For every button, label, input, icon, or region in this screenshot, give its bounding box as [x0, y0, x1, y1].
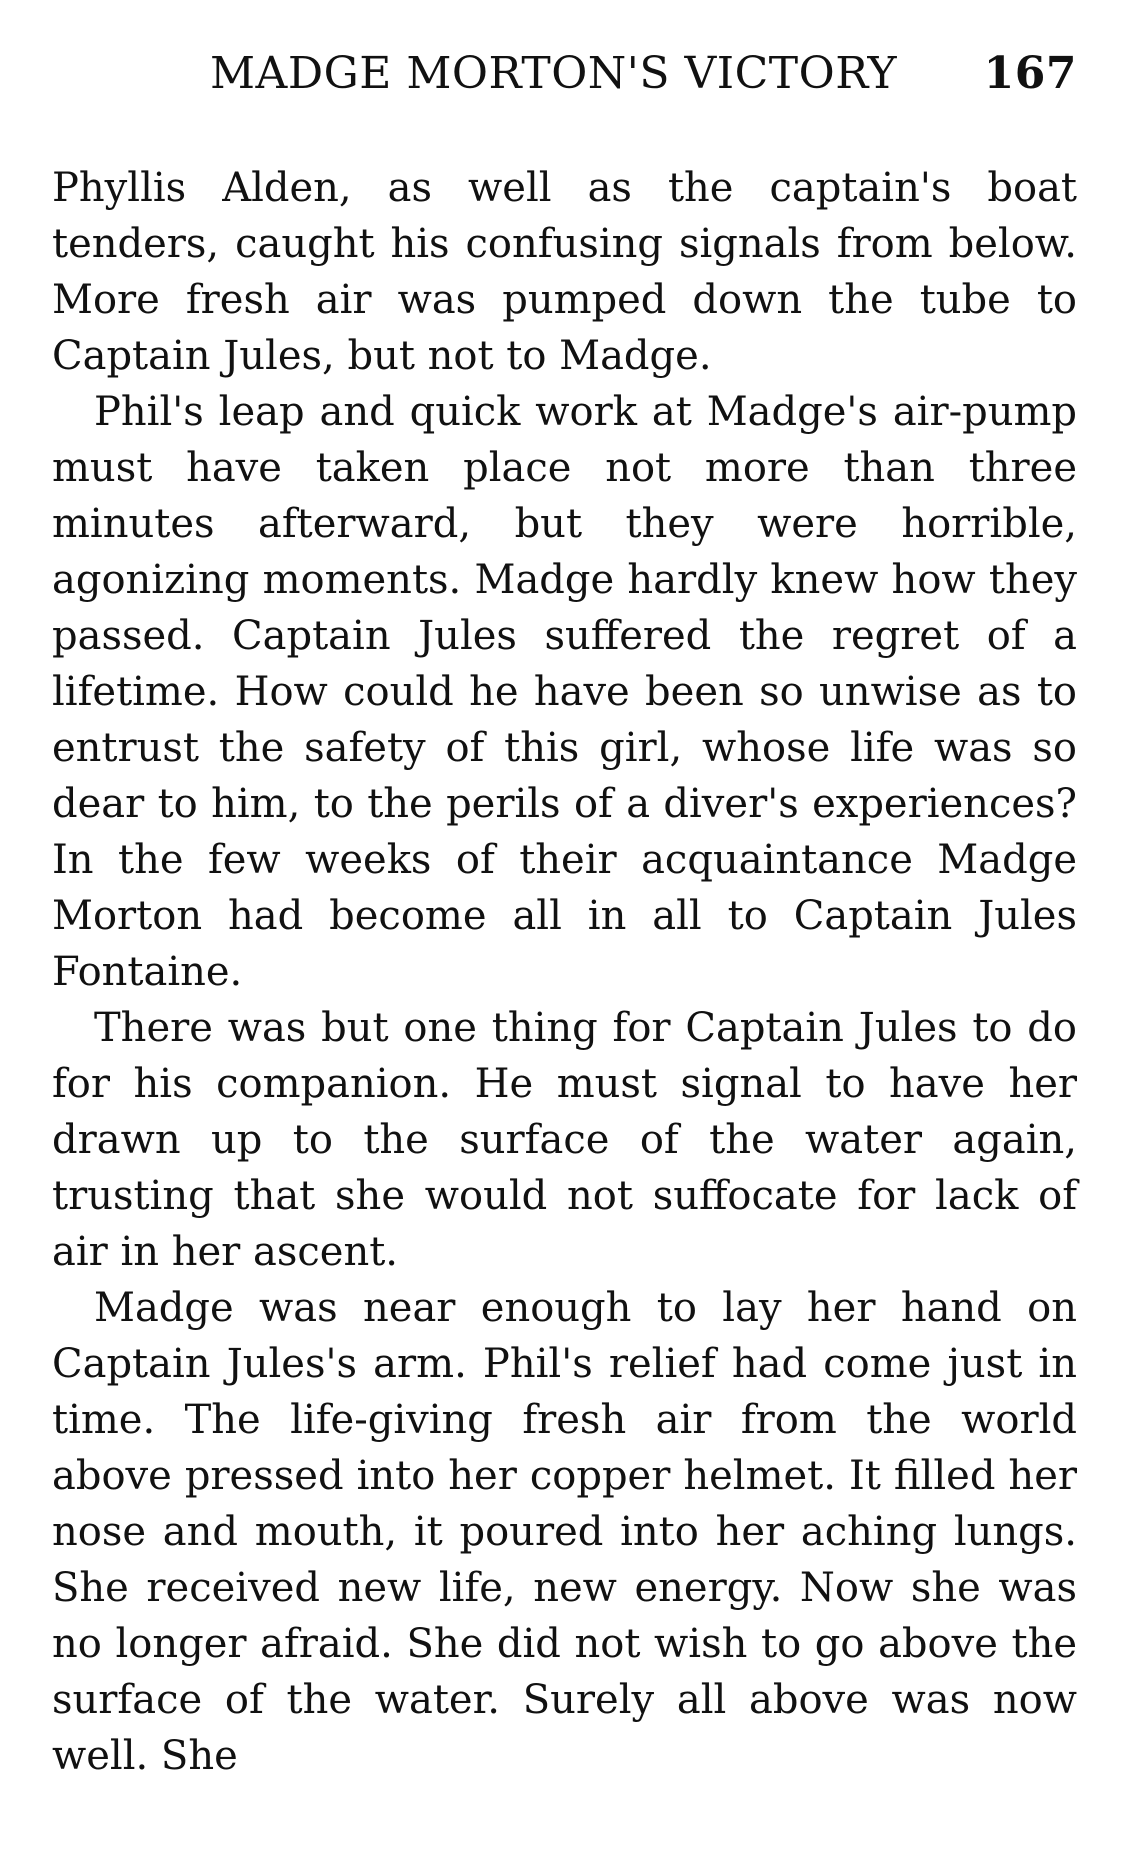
- paragraph: There was but one thing for Captain Jules to do for his companion. He must signal to have her drawn up to the surface of the water again, trusting that she would not suffocate for lack of air in her ascent.: [52, 1005, 1077, 1275]
- running-title: MADGE MORTON'S VICTORY: [210, 48, 898, 99]
- page-number: 167: [983, 48, 1077, 99]
- paragraph: Madge was near enough to lay her hand on Captain Jules's arm. Phil's relief had come just in time. The life-giving fresh air from the world above pressed into her copper helmet. It filled her nose and mouth, it poured into her aching lungs. She received new life, new energy. Now she was no longer afraid. She did not wish to go above the surface of the water. Surely all above was now well. She: [52, 1285, 1077, 1779]
- running-header: [52, 30, 1077, 100]
- paragraph: Phil's leap and quick work at Madge's air-pump must have taken place not more than three minutes afterward, but they were horrible, agonizing moments. Madge hardly knew how they passed. Captain Jules suffered the regret of a lifetime. How could he have been so unwise as to entrust the safety of this girl, whose life was so dear to him, to the perils of a diver's experiences? In the few weeks of their acquaintance Madge Morton had become all in all to Captain Jules Fontaine.: [52, 389, 1077, 995]
- book-page: [52, 30, 1077, 1784]
- paragraph: Phyllis Alden, as well as the captain's boat tenders, caught his confusing signals from below. More fresh air was pumped down the tube to Captain Jules, but not to Madge.: [52, 165, 1077, 379]
- body-text: [52, 160, 1077, 1784]
